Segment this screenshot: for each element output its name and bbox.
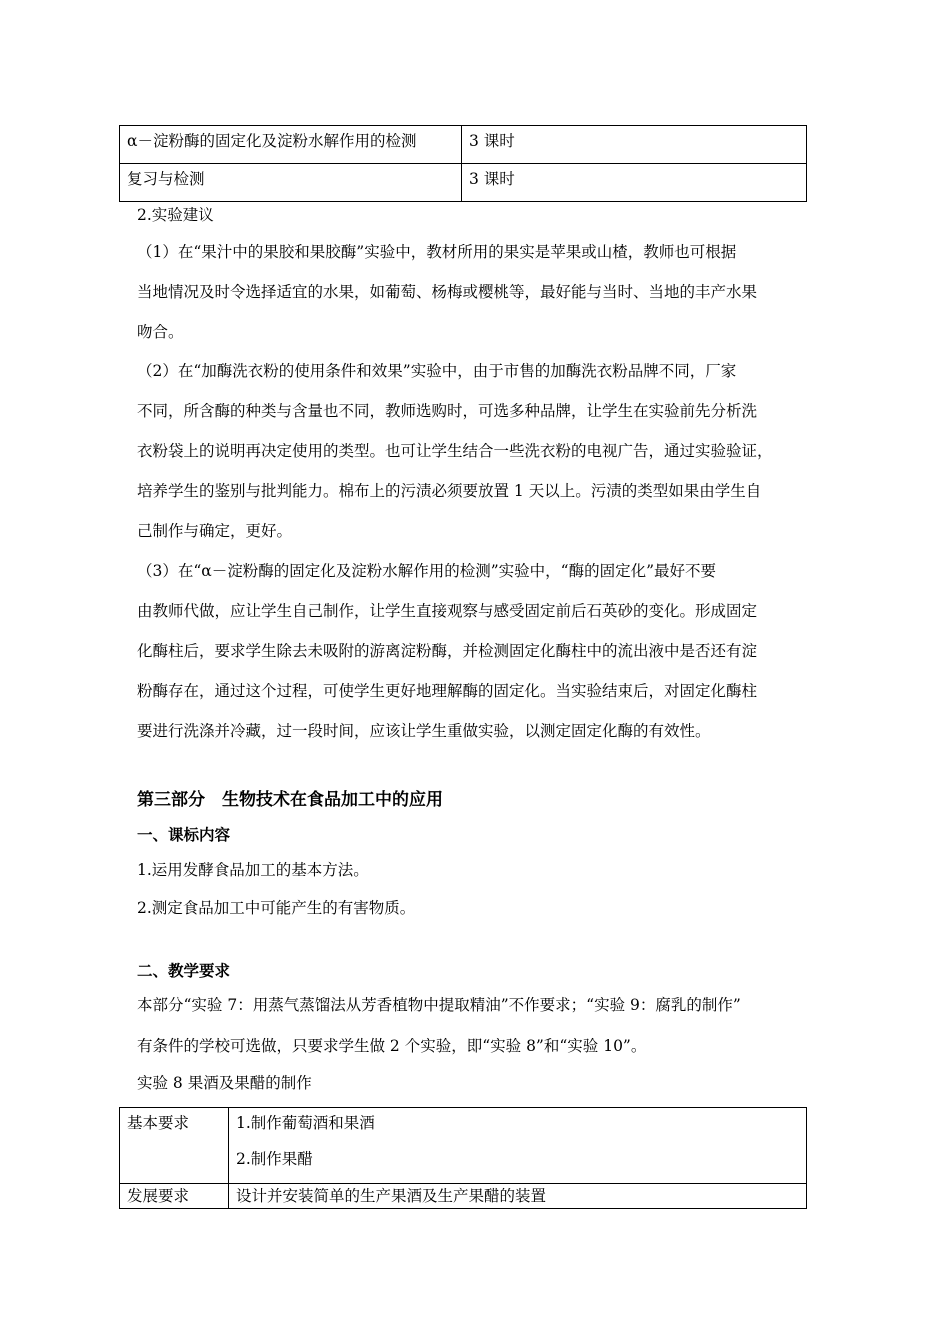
list-item: 2.测定食品加工中可能产生的有害物质。	[137, 899, 416, 917]
paragraph-line: 吻合。	[137, 323, 184, 341]
paragraph-line: 要进行洗涤并冷藏，过一段时间，应该让学生重做实验，以测定固定化酶的有效性。	[137, 722, 711, 740]
paragraph-line: 粉酶存在，通过这个过程，可使学生更好地理解酶的固定化。当实验结束后，对固定化酶柱	[137, 682, 758, 700]
subheading-curriculum: 一、课标内容	[137, 826, 231, 844]
list-item: 1.运用发酵食品加工的基本方法。	[137, 861, 369, 879]
paragraph-line: 不同，所含酶的种类与含量也不同，教师选购时，可选多种品牌，让学生在实验前先分析洗	[137, 402, 758, 420]
basic-items-cell	[229, 1108, 807, 1184]
table-row	[120, 1184, 807, 1209]
list-item: 2.制作果醋	[236, 1150, 313, 1168]
paragraph-line: 本部分“实验 7：用蒸气蒸馏法从芳香植物中提取精油”不作要求；“实验 9：腐乳的制作”	[137, 996, 741, 1014]
table-row	[120, 1108, 807, 1184]
paragraph-line: 有条件的学校可选做，只要求学生做 2 个实验，即“实验 8”和“实验 10”。	[137, 1037, 647, 1055]
paragraph-line: （3）在“α－淀粉酶的固定化及淀粉水解作用的检测”实验中，“酶的固定化”最好不要	[137, 562, 717, 580]
dev-item-cell: 设计并安装简单的生产果酒及生产果醋的装置	[229, 1184, 807, 1209]
dev-label-cell: 发展要求	[120, 1184, 229, 1209]
topic-cell: 复习与检测	[120, 164, 462, 202]
subheading-requirements: 二、教学要求	[137, 962, 231, 980]
hours-cell: 3 课时	[462, 126, 807, 164]
topic-cell: α－淀粉酶的固定化及淀粉水解作用的检测	[120, 126, 462, 164]
paragraph-line: 衣粉袋上的说明再决定使用的类型。也可让学生结合一些洗衣粉的电视广告，通过实验验证，	[137, 442, 773, 460]
hours-cell: 3 课时	[462, 164, 807, 202]
basic-label-cell: 基本要求	[120, 1108, 229, 1184]
requirements-table	[119, 1107, 807, 1209]
table-row	[120, 126, 807, 164]
paragraph-line: 培养学生的鉴别与批判能力。棉布上的污渍必须要放置 1 天以上。污渍的类型如果由学生自	[137, 482, 762, 500]
paragraph-line: （2）在“加酶洗衣粉的使用条件和效果”实验中，由于市售的加酶洗衣粉品牌不同，厂家	[137, 362, 737, 380]
table-row	[120, 164, 807, 202]
paragraph-line: 化酶柱后，要求学生除去未吸附的游离淀粉酶，并检测固定化酶柱中的流出液中是否还有淀	[137, 642, 758, 660]
paragraph-line: 由教师代做，应让学生自己制作，让学生直接观察与感受固定前后石英砂的变化。形成固定	[137, 602, 758, 620]
paragraph-line: 当地情况及时令选择适宜的水果，如葡萄、杨梅或樱桃等，最好能与当时、当地的丰产水果	[137, 283, 758, 301]
paragraph-line: 己制作与确定，更好。	[137, 522, 293, 540]
part-title: 第三部分 生物技术在食品加工中的应用	[137, 790, 443, 810]
section-heading: 2.实验建议	[137, 206, 214, 224]
list-item: 1.制作葡萄酒和果酒	[236, 1114, 375, 1132]
hours-table	[119, 125, 807, 202]
paragraph-line: （1）在“果汁中的果胶和果胶酶”实验中，教材所用的果实是苹果或山楂，教师也可根据	[137, 243, 737, 261]
experiment-title: 实验 8 果酒及果醋的制作	[137, 1074, 312, 1092]
